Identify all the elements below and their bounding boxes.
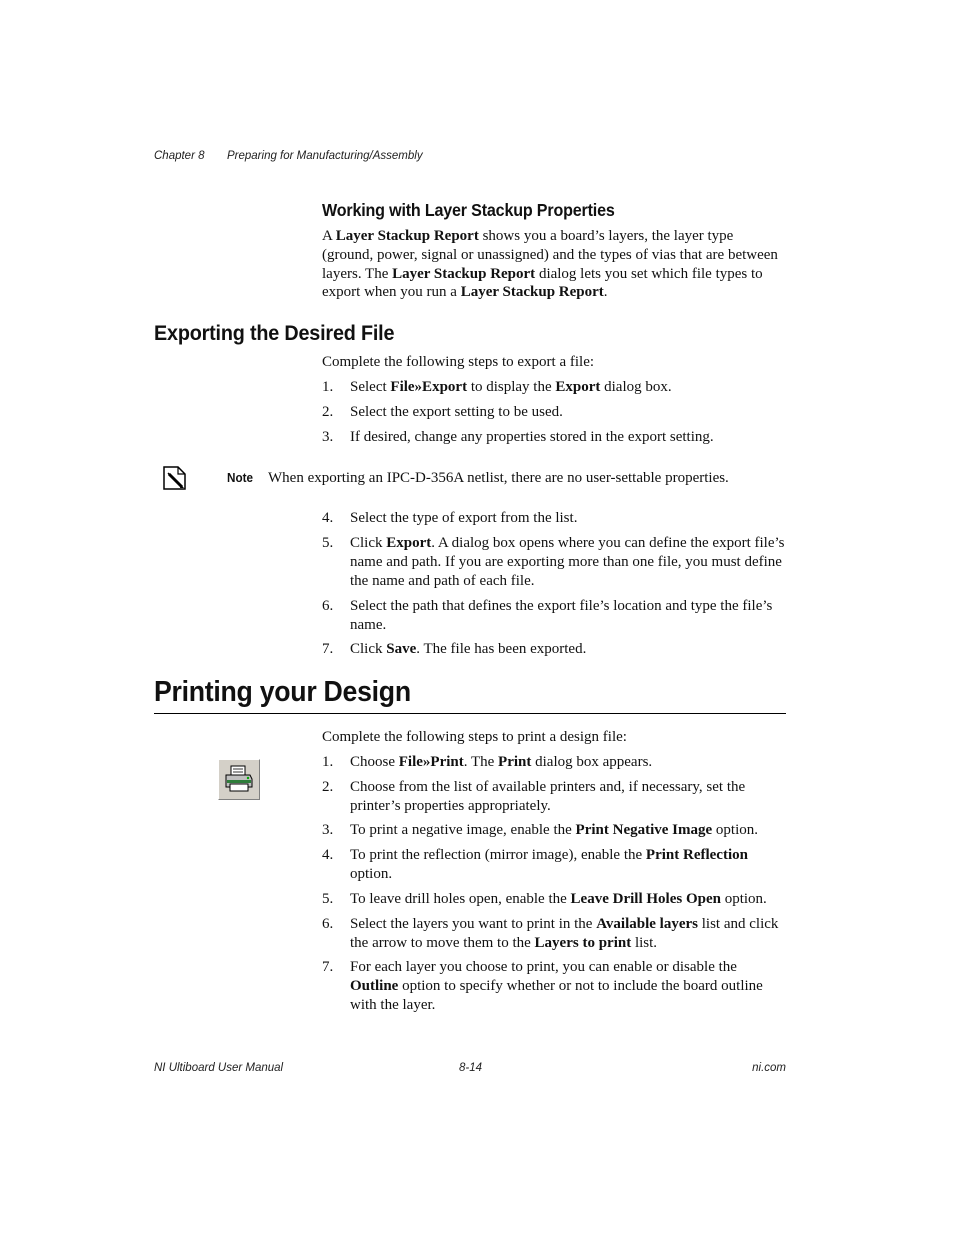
export-step-3: 3. If desired, change any properties stored in the export setting. — [322, 429, 714, 445]
exporting-heading: Exporting the Desired File — [154, 321, 395, 345]
exporting-intro: Complete the following steps to export a file: — [322, 354, 595, 370]
print-step-1: 1. Choose File»Print. The Print dialog box appears. — [322, 754, 653, 770]
export-step-1: 1. Select File»Export to display the Export dialog box. — [322, 379, 672, 395]
export-step-5: 5. Click Export. A dialog box opens where you can define the export file’s name and path. If you are exporting more than one file, you must define the name and path of each file. — [322, 535, 785, 589]
layer-stackup-heading: Working with Layer Stackup Properties — [322, 200, 615, 220]
note-label: Note — [227, 470, 254, 485]
printer-icon — [218, 759, 260, 800]
print-step-5: 5. To leave drill holes open, enable the Leave Drill Holes Open option. — [322, 891, 767, 907]
printing-heading: Printing your Design — [154, 676, 411, 708]
export-step-4: 4. Select the type of export from the list. — [322, 510, 578, 526]
printing-intro: Complete the following steps to print a design file: — [322, 729, 627, 745]
print-step-4: 4. To print the reflection (mirror image), enable the Print Reflection option. — [322, 847, 748, 882]
export-step-7: 7. Click Save. The file has been exported. — [322, 641, 587, 657]
section-rule — [154, 713, 786, 714]
chapter-label: Chapter 8 — [154, 150, 205, 162]
footer-website: ni.com — [752, 1062, 786, 1074]
export-step-6: 6. Select the path that defines the export file’s location and type the file’s name. — [322, 598, 773, 633]
print-step-6: 6. Select the layers you want to print in the Available layers list and click the arrow to move them to the Layers to print list. — [322, 916, 779, 951]
chapter-title: Preparing for Manufacturing/Assembly — [227, 150, 423, 162]
print-step-3: 3. To print a negative image, enable the Print Negative Image option. — [322, 822, 759, 838]
layer-stackup-paragraph: A Layer Stackup Report shows you a board’s layers, the layer type (ground, power, signal or unassigned) and the types of vias that are between layers. The Layer Stackup Report dialog lets you set which file types to export when you run a Layer Stackup Report. — [322, 228, 778, 301]
print-step-7: 7. For each layer you choose to print, you can enable or disable the Outline option to specify whether or not to include the board outline with the layer. — [322, 959, 763, 1013]
footer-manual-title: NI Ultiboard User Manual — [154, 1062, 284, 1074]
note-text: When exporting an IPC-D-356A netlist, there are no user-settable properties. — [268, 470, 729, 486]
note-icon — [160, 462, 190, 492]
export-step-2: 2. Select the export setting to be used. — [322, 404, 563, 420]
footer-page-number: 8-14 — [459, 1062, 483, 1074]
print-step-2: 2. Choose from the list of available printers and, if necessary, set the printer’s properties appropriately. — [322, 779, 746, 814]
